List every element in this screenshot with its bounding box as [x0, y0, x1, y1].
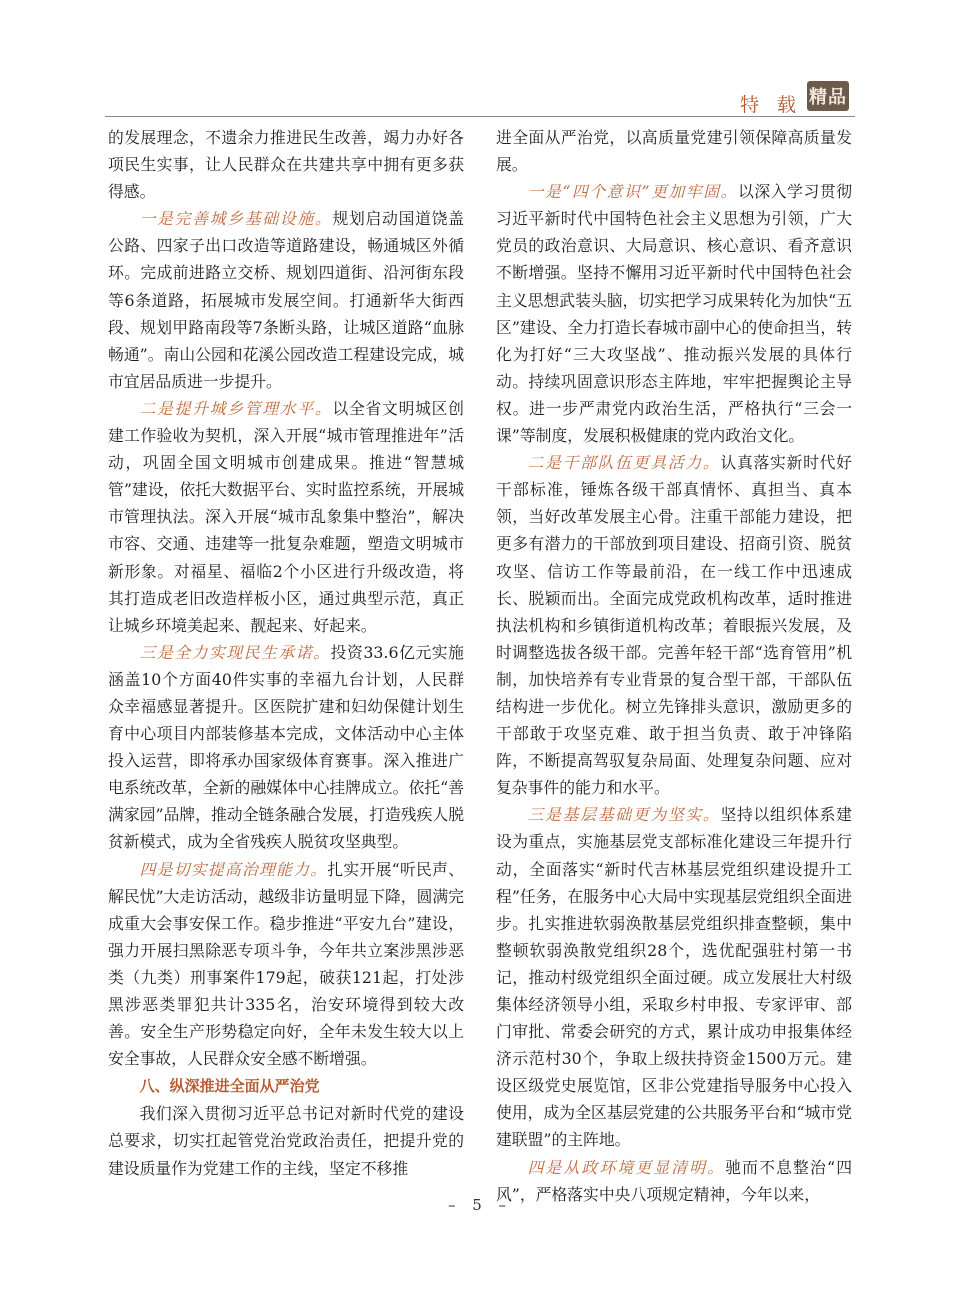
magazine-logo: 精品	[807, 81, 849, 111]
right-column	[496, 124, 852, 1208]
paragraph: 三是基层基础更为坚实。坚持以组织体系建设为重点，实施基层党支部标准化建设三年提升行动，全面落实“新时代吉林基层党组织建设提升工程”任务，在服务中心大局中实现基层党组织全面进步。扎实推进软弱涣散基层党组织排查整顿，集中整顿软弱涣散党组织28个，选优配强驻村第一书记，推动村级党组织全面过硬。成立发展壮大村级集体经济领导小组，采取乡村申报、专家评审、部门审批、常委会研究的方式，累计成功申报集体经济示范村30个，争取上级扶持资金1500万元。建设区级党史展览馆，区非公党建指导服务中心投入使用，成为全区基层党建的公共服务平台和“城市党建联盟”的主阵地。	[496, 805, 852, 1150]
paragraph: 进全面从严治党，以高质量党建引领保障高质量发展。	[496, 128, 852, 175]
paragraph: 我们深入贯彻习近平总书记对新时代党的建设总要求，切实扛起管党治党政治责任，把提升党的建设质量作为党建工作的主线，坚定不移推	[108, 1104, 464, 1178]
left-column	[108, 124, 464, 1182]
paragraph-lead: 四是从政环境更显清明。	[527, 1157, 726, 1177]
paragraph: 四是切实提高治理能力。扎实开展“听民声、解民忧”大走访活动，越级非访量明显下降，圆满完成重大会事安保工作。稳步推进“平安九台”建设，强力开展扫黑除恶专项斗争，今年共立案涉黑涉恶类（九类）刑事案件179起，破获121起，打处涉黑涉恶类罪犯共计335名，治安环境得到较大改善。安全生产形势稳定向好，全年未发生较大以上安全事故，人民群众安全感不断增强。	[108, 859, 464, 1069]
paragraph-lead: 三是基层基础更为坚实。	[527, 805, 721, 825]
paragraph: 的发展理念，不遗余力推进民生改善，竭力办好各项民生实事，让人民群众在共建共享中拥有更多获得感。	[108, 128, 464, 202]
paragraph: 一是完善城乡基础设施。规划启动国道饶盖公路、四家子出口改造等道路建设，畅通城区外循环。完成前进路立交桥、规划四道街、沿河街东段等6条道路，拓展城市发展空间。打通新华大街西段、规划甲路南段等7条断头路，让城区道路“血脉畅通”。南山公园和花溪公园改造工程建设完成，城市宜居品质进一步提升。	[108, 209, 464, 391]
paragraph-lead: 三是全力实现民生承诺。	[139, 642, 331, 662]
paragraph: 三是全力实现民生承诺。投资33.6亿元实施涵盖10个方面40件实事的幸福九台计划，人民群众幸福感显著提升。区医院扩建和妇幼保健计划生育中心项目内部装修基本完成，文体活动中心主体投入运营，即将承办国家级体育赛事。深入推进广电系统改革，全新的融媒体中心挂牌成立。依托“善满家园”品牌，推动全链条融合发展，打造残疾人脱贫新模式，成为全省残疾人脱贫攻坚典型。	[108, 642, 464, 852]
paragraph-lead: 四是切实提高治理能力。	[139, 859, 328, 879]
paragraph: 一是“四个意识”更加牢固。以深入学习贯彻习近平新时代中国特色社会主义思想为引领，广大党员的政治意识、大局意识、核心意识、看齐意识不断增强。坚持不懈用习近平新时代中国特色社会主义思想武装头脑，切实把学习成果转化为加快“五区”建设、全力打造长春城市副中心的使命担当，转化为打好“三大攻坚战”、推动振兴发展的具体行动。持续巩固意识形态主阵地，牢牢把握舆论主导权。进一步严肃党内政治生活，严格执行“三会一课”等制度，发展积极健康的党内政治文化。	[496, 182, 852, 446]
paragraph-lead: 二是干部队伍更具活力。	[527, 453, 721, 473]
paragraph: 四是从政环境更显清明。驰而不息整治“四风”，严格落实中央八项规定精神，今年以来，	[496, 1157, 852, 1204]
paragraph: 二是干部队伍更具活力。认真落实新时代好干部标准，锤炼各级干部真情怀、真担当、真本领，当好改革发展主心骨。注重干部能力建设，把更多有潜力的干部放到项目建设、招商引资、脱贫攻坚、信访工作等最前沿，在一线工作中迅速成长、脱颖而出。全面完成党政机构改革，适时推进执法机构和乡镇街道机构改革；着眼振兴发展，及时调整选拔各级干部。完善年轻干部“选育管用”机制，加快培养有专业背景的复合型干部，干部队伍结构进一步优化。树立先锋排头意识，激励更多的干部敢于攻坚克难、敢于担当负责、敢于冲锋陷阵，不断提高驾驭复杂局面、处理复杂问题、应对复杂事件的能力和水平。	[496, 453, 852, 798]
paragraph-lead: 一是完善城乡基础设施。	[139, 209, 333, 229]
page-number: – 5 –	[447, 1196, 513, 1214]
section-heading: 八、纵深推进全面从严治党	[139, 1077, 320, 1096]
paragraph-lead: 一是“四个意识”更加牢固。	[527, 182, 738, 202]
paragraph-lead: 二是提升城乡管理水平。	[139, 398, 333, 418]
paragraph: 二是提升城乡管理水平。以全省文明城区创建工作验收为契机，深入开展“城市管理推进年”活动，巩固全国文明城市创建成果。推进“智慧城管”建设，依托大数据平台、实时监控系统，开展城市管理执法。深入开展“城市乱象集中整治”，解决市容、交通、违建等一批复杂难题，塑造文明城市新形象。对福星、福临2个小区进行升级改造，将其打造成老旧改造样板小区，通过典型示范，真正让城乡环境美起来、靓起来、好起来。	[108, 398, 464, 635]
section-label: 特 载	[740, 94, 803, 116]
